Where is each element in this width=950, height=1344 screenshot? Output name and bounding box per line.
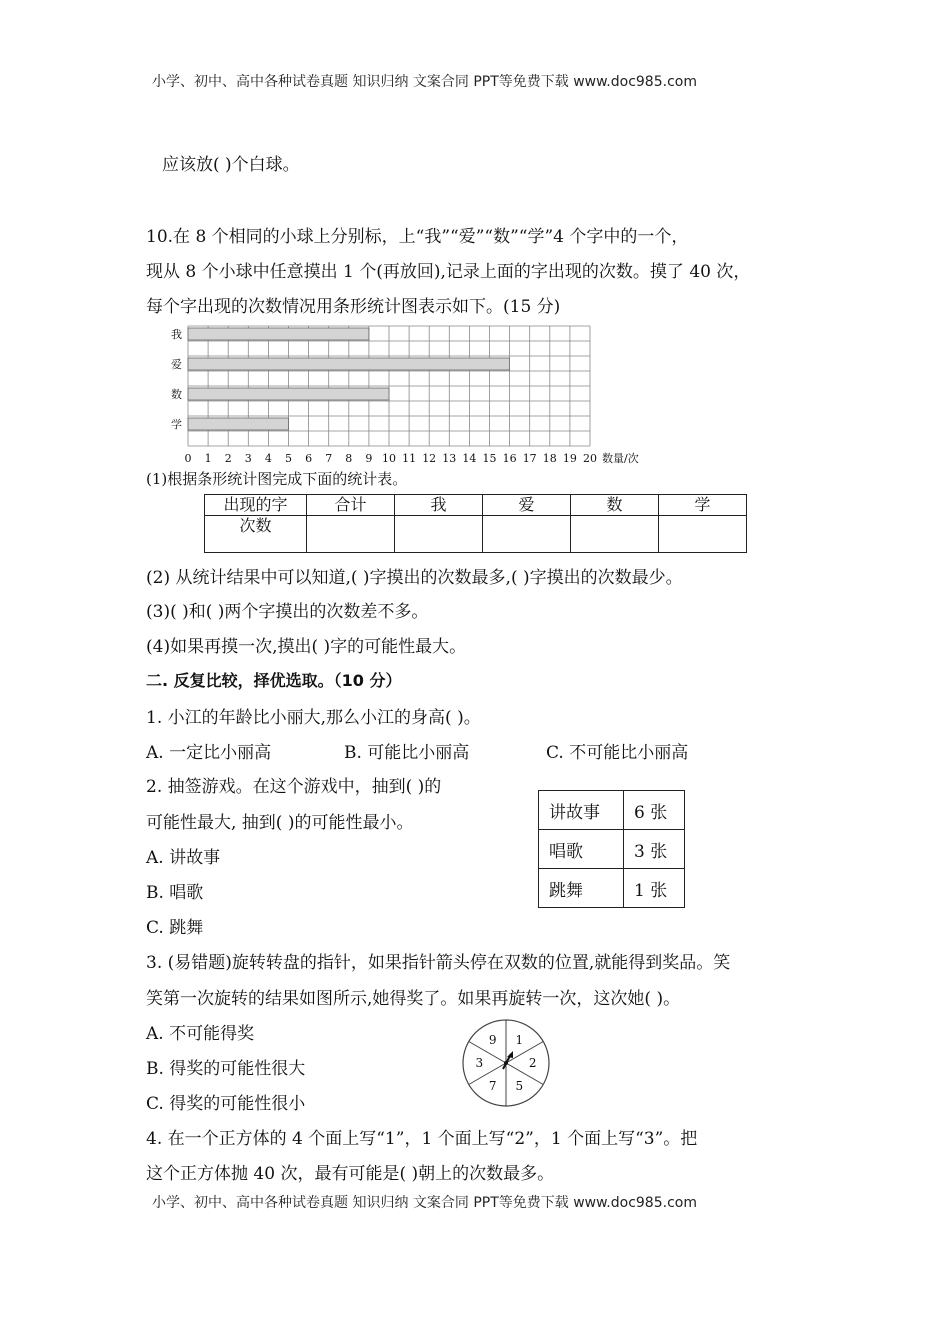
x-tick-label: 19 xyxy=(562,452,577,465)
section2-title: 二. 反复比较，择优选取。（10 分） xyxy=(146,671,402,690)
s2-q2-option-b: B. 唱歌 xyxy=(146,883,204,903)
x-tick-label: 17 xyxy=(522,452,537,465)
spinner-divider xyxy=(469,1063,506,1085)
x-tick-label: 13 xyxy=(442,452,457,465)
x-tick-label: 5 xyxy=(285,452,292,465)
s2-q4-line1: 4. 在一个正方体的 4 个面上写“1”，1 个面上写“2”，1 个面上写“3”。把 xyxy=(146,1129,698,1149)
x-tick-label: 18 xyxy=(542,452,557,465)
stat-table xyxy=(204,494,747,553)
spinner-number: 2 xyxy=(528,1056,537,1070)
s2-q4-line2: 这个正方体抛 40 次，最有可能是( )朝上的次数最多。 xyxy=(146,1164,555,1184)
q10-line3: 每个字出现的次数情况用条形统计图表示如下。(15 分) xyxy=(146,297,561,317)
x-tick-label: 10 xyxy=(382,452,396,465)
spinner-number: 5 xyxy=(515,1079,524,1094)
stat-row-label: 次数 xyxy=(205,516,307,553)
s2-q2-line2: 可能性最大, 抽到( )的可能性最小。 xyxy=(146,813,414,833)
x-tick-label: 7 xyxy=(325,452,333,465)
x-tick-label: 6 xyxy=(305,452,313,465)
s2-q3-option-a: A. 不可能得奖 xyxy=(146,1024,255,1044)
stat-header-char: 出现的字 xyxy=(205,495,307,516)
bar-0 xyxy=(188,328,369,340)
x-tick-label: 20 xyxy=(583,452,597,465)
spinner-wheel xyxy=(460,1017,552,1109)
q10-sub4: (4)如果再摸一次,摸出( )字的可能性最大。 xyxy=(146,637,467,657)
bar-1 xyxy=(188,358,510,370)
x-tick-label: 2 xyxy=(224,452,232,465)
spinner-number: 3 xyxy=(475,1056,484,1070)
x-tick-label: 0 xyxy=(184,452,192,465)
lottery-count-dance: 1 张 xyxy=(624,869,685,908)
category-label: 爱 xyxy=(171,358,182,371)
category-label: 学 xyxy=(171,418,182,431)
s2-q2-option-c: C. 跳舞 xyxy=(146,918,204,938)
spinner-hub xyxy=(504,1061,508,1065)
stat-header-xue: 学 xyxy=(659,495,747,516)
spinner-divider xyxy=(506,1042,543,1064)
x-tick-label: 4 xyxy=(264,452,272,465)
category-label: 我 xyxy=(171,328,182,341)
stat-header-wo: 我 xyxy=(395,495,483,516)
x-tick-label: 14 xyxy=(462,452,477,465)
s2-q2-line1: 2. 抽签游戏。在这个游戏中，抽到( )的 xyxy=(146,777,442,797)
stat-cell-total[interactable] xyxy=(307,516,395,553)
q10-line2: 现从 8 个小球中任意摸出 1 个(再放回),记录上面的字出现的次数。摸了 40 次， xyxy=(146,262,751,282)
lottery-count-story: 6 张 xyxy=(624,791,685,830)
spinner-divider xyxy=(506,1063,543,1085)
stat-cell-ai[interactable] xyxy=(483,516,571,553)
spinner-number: 1 xyxy=(515,1032,524,1047)
lottery-count-sing: 3 张 xyxy=(624,830,685,869)
x-axis-label: 数量/次 xyxy=(602,452,639,465)
q10-sub2: (2) 从统计结果中可以知道,( )字摸出的次数最多,( )字摸出的次数最少。 xyxy=(146,568,683,588)
lottery-table xyxy=(538,790,685,908)
s2-q2-option-a: A. 讲故事 xyxy=(146,848,221,868)
x-tick-label: 1 xyxy=(204,452,212,465)
x-tick-label: 16 xyxy=(502,452,517,465)
s2-q1-text: 1. 小江的年龄比小丽大,那么小江的身高( )。 xyxy=(146,708,481,728)
category-label: 数 xyxy=(171,388,182,401)
spinner-number: 9 xyxy=(488,1032,497,1047)
s2-q3-line1: 3. (易错题)旋转转盘的指针，如果指针箭头停在双数的位置,就能得到奖品。笑 xyxy=(146,953,731,973)
lottery-item-dance: 跳舞 xyxy=(539,869,624,908)
s2-q1-option-b: B. 可能比小丽高 xyxy=(344,743,470,763)
q10-sub1: (1)根据条形统计图完成下面的统计表。 xyxy=(146,470,408,488)
s2-q3-line2: 笑第一次旋转的结果如图所示,她得奖了。如果再旋转一次，这次她( )。 xyxy=(146,989,681,1009)
stat-cell-wo[interactable] xyxy=(395,516,483,553)
spinner-number: 7 xyxy=(488,1079,497,1094)
x-tick-label: 12 xyxy=(422,452,437,465)
stat-cell-shu[interactable] xyxy=(571,516,659,553)
s2-q1-option-c: C. 不可能比小丽高 xyxy=(546,743,689,763)
s2-q1-option-a: A. 一定比小丽高 xyxy=(146,743,272,763)
bar-3 xyxy=(188,418,289,430)
x-tick-label: 3 xyxy=(244,452,252,465)
lottery-item-sing: 唱歌 xyxy=(539,830,624,869)
s2-q3-option-c: C. 得奖的可能性很小 xyxy=(146,1094,306,1114)
s2-q3-option-b: B. 得奖的可能性很大 xyxy=(146,1059,306,1079)
spinner-arrowhead xyxy=(507,1051,513,1058)
x-tick-label: 15 xyxy=(482,452,497,465)
lottery-item-story: 讲故事 xyxy=(539,791,624,830)
stat-header-total: 合计 xyxy=(307,495,395,516)
page-header: 小学、初中、高中各种试卷真题 知识归纳 文案合同 PPT等免费下载 www.doc985.com xyxy=(152,74,697,90)
x-tick-label: 11 xyxy=(402,452,417,465)
stat-header-ai: 爱 xyxy=(483,495,571,516)
spinner-divider xyxy=(469,1042,506,1064)
q10-line1: 10.在 8 个相同的小球上分别标，上“我”“爱”“数”“学”4 个字中的一个， xyxy=(146,227,689,247)
page-footer: 小学、初中、高中各种试卷真题 知识归纳 文案合同 PPT等免费下载 www.doc985.com xyxy=(152,1195,697,1211)
x-tick-label: 9 xyxy=(365,452,373,465)
x-tick-label: 8 xyxy=(345,452,353,465)
bar-chart xyxy=(160,318,680,468)
stat-cell-xue[interactable] xyxy=(659,516,747,553)
q9-tail: 应该放( )个白球。 xyxy=(162,155,300,175)
stat-header-shu: 数 xyxy=(571,495,659,516)
q10-sub3: (3)( )和( )两个字摸出的次数差不多。 xyxy=(146,602,429,622)
bar-2 xyxy=(188,388,389,400)
